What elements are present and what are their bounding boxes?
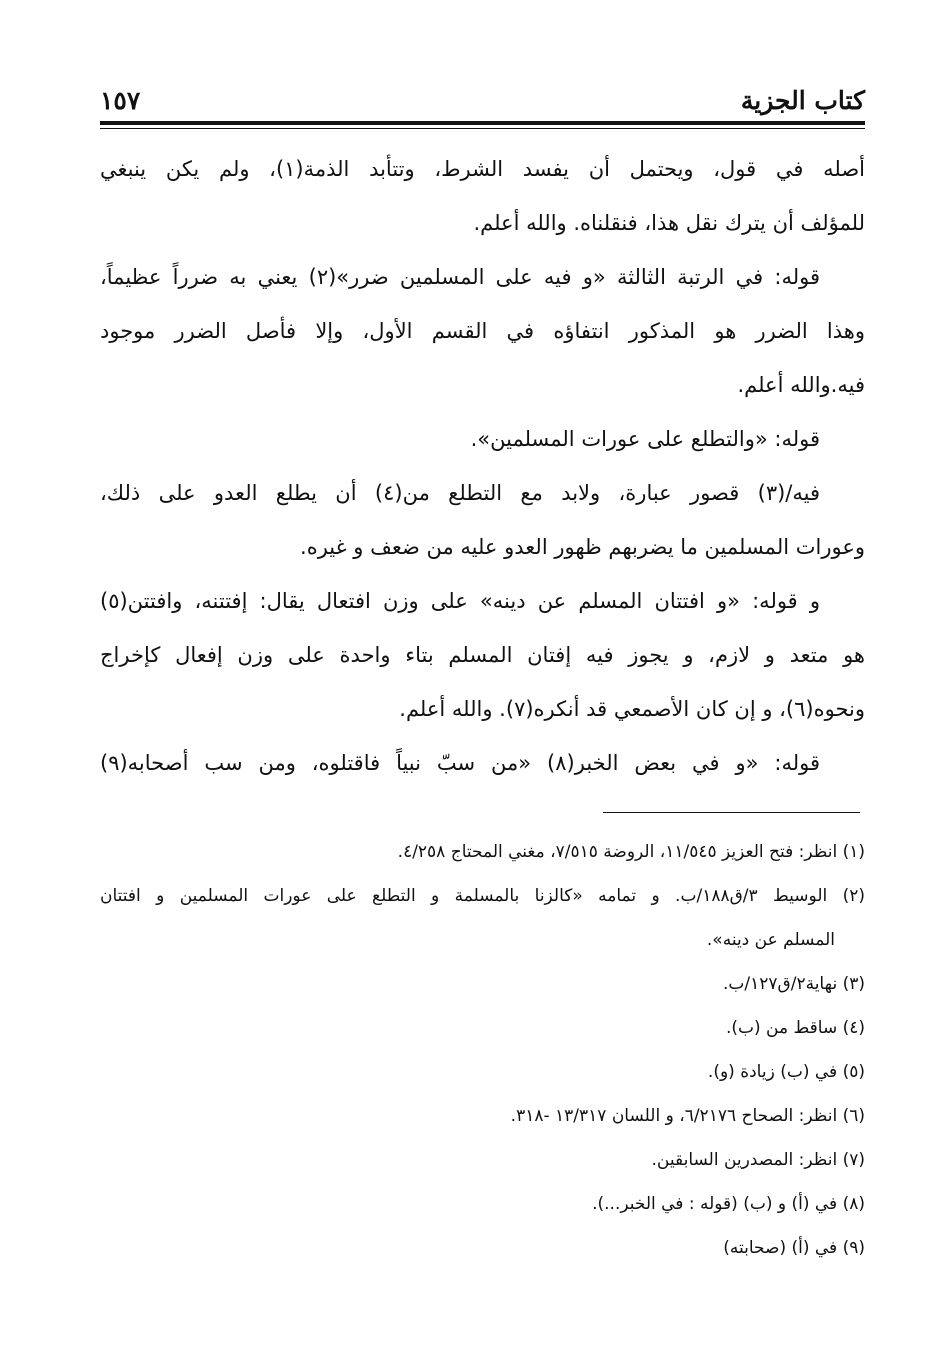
body-line: قوله: «والتطلع على عورات المسلمين». [470, 427, 820, 451]
footnote: (٨) في (أ) و (ب) (قوله : في الخبر...). [592, 1194, 865, 1214]
footnote: (٢) الوسيط ٣/ق١٨٨/ب. و تمامه «كالزنا بالمسلمة و التطلع على عورات المسلمين و افتتان [100, 886, 865, 906]
body-line: و قوله: «و افتتان المسلم عن دينه» على وزن افتعال يقال: إفتتنه، وافتتن(٥) [100, 589, 820, 613]
body-line: فيه/(٣) قصور عبارة، ولابد مع التطلع من(٤) أن يطلع العدو على ذلك، [100, 481, 821, 505]
body-line: وعورات المسلمين ما يضربهم ظهور العدو عليه من ضعف و غيره. [300, 535, 865, 559]
footnote: (٧) انظر: المصدرين السابقين. [651, 1150, 865, 1170]
footnote: (٩) في (أ) (صحابته) [723, 1238, 865, 1258]
body-line: فيه.والله أعلم. [737, 373, 865, 397]
footnote: (٥) في (ب) زيادة (و). [707, 1062, 865, 1082]
footnotes [100, 830, 865, 1270]
footnote-continuation: المسلم عن دينه». [706, 930, 835, 950]
footnote: (١) انظر: فتح العزيز ١١/٥٤٥، الروضة ٧/٥١٥، مغني المحتاج ٤/٢٥٨. [397, 842, 865, 862]
header-rule-thin [100, 128, 865, 129]
body-line: وهذا الضرر هو المذكور انتفاؤه في القسم الأول، وإلا فأصل الضرر موجود [100, 319, 865, 343]
footnote-separator [603, 812, 860, 813]
body-line: للمؤلف أن يترك نقل هذا، فنقلناه. والله أعلم. [473, 211, 865, 235]
body-line: قوله: في الرتبة الثالثة «و فيه على المسلمين ضرر»(٢) يعني به ضرراً عظيماً، [100, 265, 820, 289]
footnote: (٦) انظر: الصحاح ٦/٢١٧٦، و اللسان ١٣/٣١٧ -٣١٨. [510, 1106, 865, 1126]
body-line: ونحوه(٦)، و إن كان الأصمعي قد أنكره(٧). والله أعلم. [399, 697, 865, 721]
main-text [100, 142, 865, 790]
running-header [100, 80, 865, 120]
page-number: ١٥٧ [100, 86, 141, 115]
header-rule-thick [100, 121, 865, 125]
footnote: (٤) ساقط من (ب). [725, 1018, 865, 1038]
body-line: هو متعد و لازم، و يجوز فيه إفتان المسلم بتاء واحدة على وزن إفعال كإخراج [100, 643, 865, 667]
body-line: أصله في قول، ويحتمل أن يفسد الشرط، وتتأبد الذمة(١)، ولم يكن ينبغي [100, 157, 865, 181]
body-line: قوله: «و في بعض الخبر(٨) «من سبّ نبياً فاقتلوه، ومن سب أصحابه(٩) [100, 751, 820, 775]
footnote: (٣) نهاية٢/ق١٢٧/ب. [722, 974, 865, 994]
book-title: كتاب الجزية [740, 86, 865, 115]
